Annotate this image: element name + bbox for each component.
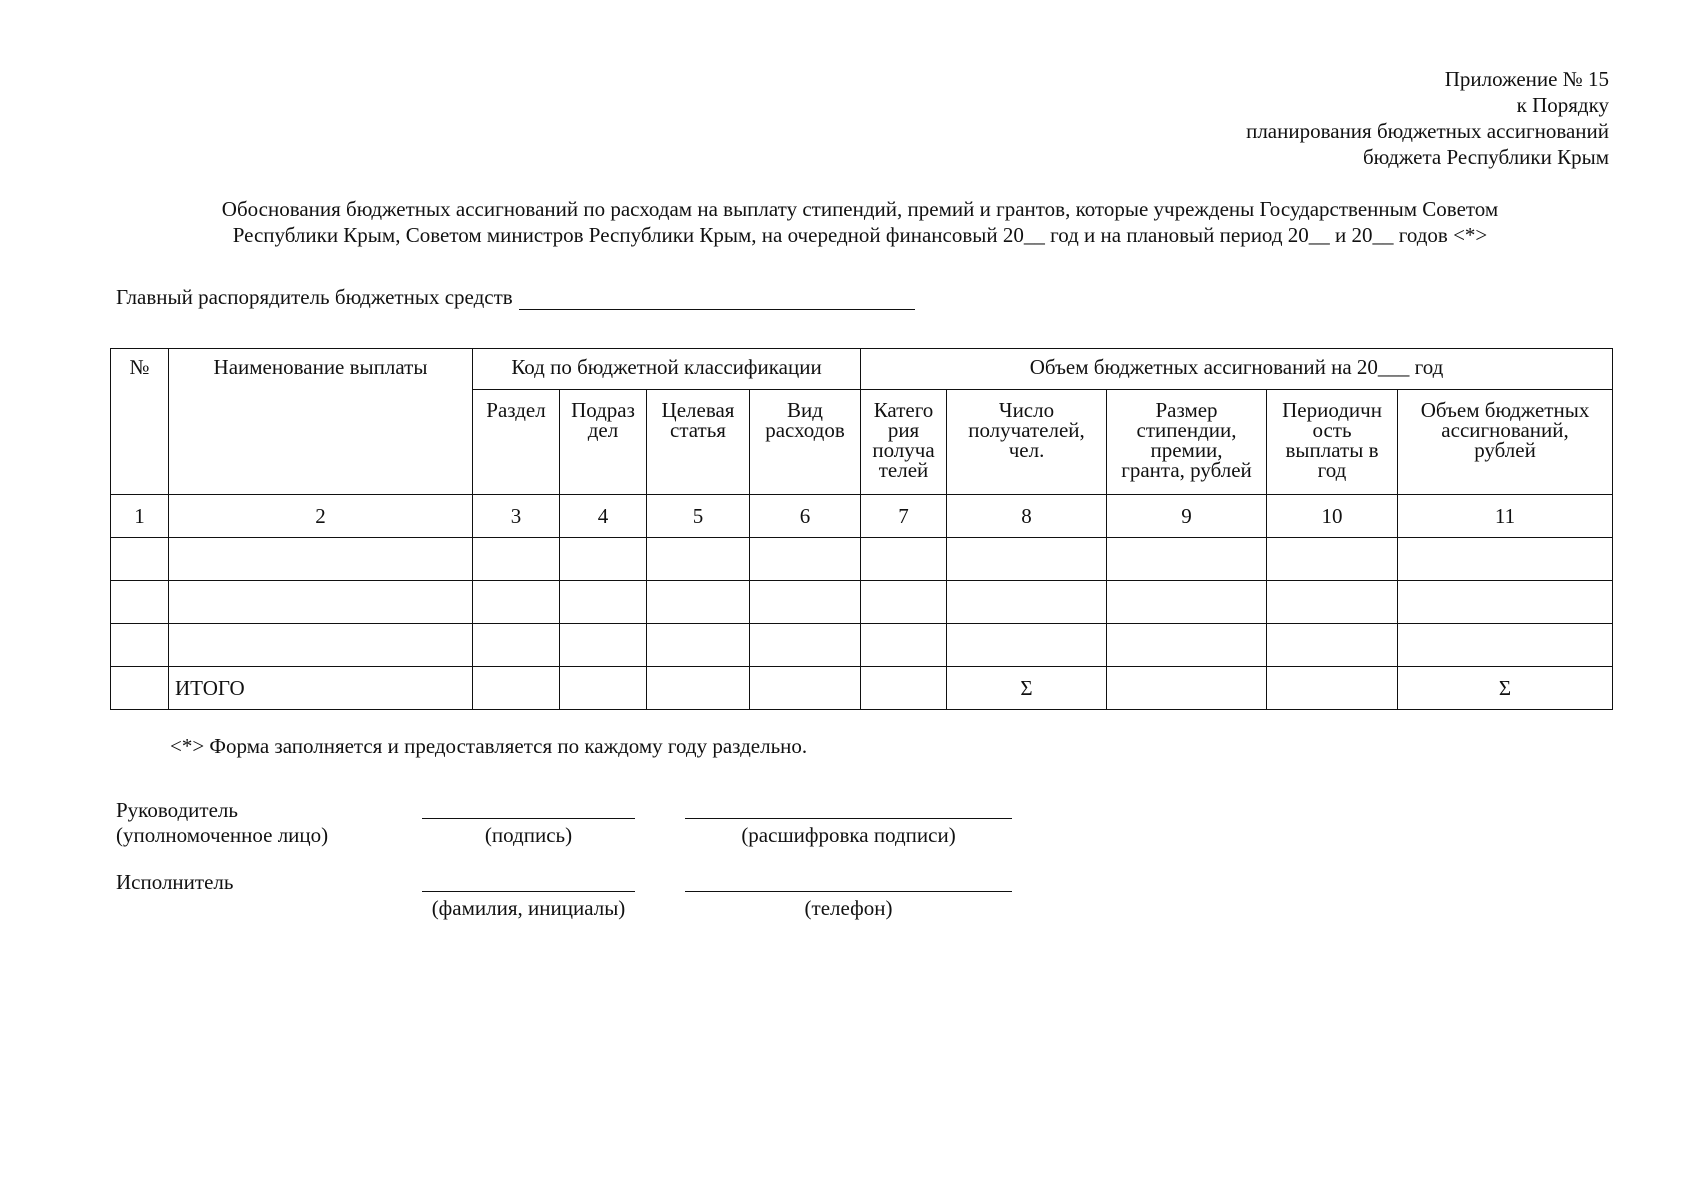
total-row xyxy=(111,667,1613,710)
signature-decoding-line[interactable] xyxy=(685,818,1012,819)
table-cell xyxy=(1107,667,1267,710)
table-cell[interactable] xyxy=(861,624,947,667)
table-cell xyxy=(861,667,947,710)
signature-line[interactable] xyxy=(422,818,635,819)
total-volume-sum: Σ xyxy=(1398,667,1613,710)
column-number: 5 xyxy=(647,495,750,538)
header-expense-type: Вид расходов xyxy=(750,390,861,495)
header-frequency: Периодичн ость выплаты в год xyxy=(1267,390,1398,495)
table-cell[interactable] xyxy=(473,624,560,667)
table-cell[interactable] xyxy=(1267,624,1398,667)
table-cell[interactable] xyxy=(750,624,861,667)
header-section: Раздел xyxy=(473,390,560,495)
table-cell xyxy=(1267,667,1398,710)
name-caption: (фамилия, инициалы) xyxy=(431,896,626,920)
header-volume-group: Объем бюджетных ассигнований на 20___ год xyxy=(861,349,1613,390)
head-label: Руководитель xyxy=(116,798,238,822)
header-no: № xyxy=(111,349,169,495)
table-row xyxy=(111,538,1613,581)
manager-blank-field[interactable] xyxy=(519,287,915,310)
total-recipients-sum: Σ xyxy=(947,667,1107,710)
table-cell[interactable] xyxy=(473,581,560,624)
header-volume: Объем бюджетных ассигнований, рублей xyxy=(1398,390,1613,495)
table-cell[interactable] xyxy=(947,624,1107,667)
head-label-sub: (уполномоченное лицо) xyxy=(116,823,329,847)
table-cell[interactable] xyxy=(750,581,861,624)
total-label: ИТОГО xyxy=(169,667,473,710)
appropriation-table xyxy=(110,348,1613,710)
table-cell[interactable] xyxy=(1267,538,1398,581)
header-amount: Размер стипендии, премии, гранта, рублей xyxy=(1107,390,1267,495)
header-name: Наименование выплаты xyxy=(169,349,473,495)
table-cell[interactable] xyxy=(169,624,473,667)
table-cell[interactable] xyxy=(560,624,647,667)
column-number: 8 xyxy=(947,495,1107,538)
executor-name-line[interactable] xyxy=(422,891,635,892)
signature-caption: (подпись) xyxy=(484,823,573,847)
table-cell[interactable] xyxy=(473,538,560,581)
table-cell[interactable] xyxy=(1398,581,1613,624)
executor-label: Исполнитель xyxy=(116,870,234,894)
column-number: 3 xyxy=(473,495,560,538)
column-number: 11 xyxy=(1398,495,1613,538)
column-numbers-row xyxy=(111,495,1613,538)
column-number: 2 xyxy=(169,495,473,538)
manager-label: Главный распорядитель бюджетных средств xyxy=(116,285,513,309)
table-cell[interactable] xyxy=(111,624,169,667)
annex-header xyxy=(1246,66,1609,170)
annex-line: Приложение № 15 xyxy=(1444,67,1609,91)
column-number: 4 xyxy=(560,495,647,538)
table-cell[interactable] xyxy=(169,538,473,581)
table-cell[interactable] xyxy=(947,538,1107,581)
footnote: <*> Форма заполняется и предоставляется по каждому году раздельно. xyxy=(170,734,808,758)
header-recipients: Число получателей, чел. xyxy=(947,390,1107,495)
header-category: Катего рия получа телей xyxy=(861,390,947,495)
title-line: Республики Крым, Советом министров Республики Крым, на очередной финансовый 20__ год и на плановый период 20__ и 20__ годов <*> xyxy=(232,223,1488,247)
table-cell[interactable] xyxy=(647,538,750,581)
table-cell[interactable] xyxy=(861,538,947,581)
header-target: Целевая статья xyxy=(647,390,750,495)
table-row xyxy=(111,581,1613,624)
annex-line: бюджета Республики Крым xyxy=(1362,145,1609,169)
column-number: 1 xyxy=(111,495,169,538)
table-cell[interactable] xyxy=(111,581,169,624)
table-cell xyxy=(647,667,750,710)
header-subsection: Подраз дел xyxy=(560,390,647,495)
table-cell[interactable] xyxy=(1107,581,1267,624)
decoding-caption: (расшифровка подписи) xyxy=(741,823,956,847)
table-cell[interactable] xyxy=(111,538,169,581)
table-cell[interactable] xyxy=(560,581,647,624)
column-number: 6 xyxy=(750,495,861,538)
table-cell[interactable] xyxy=(1398,624,1613,667)
table-cell[interactable] xyxy=(947,581,1107,624)
executor-phone-line[interactable] xyxy=(685,891,1012,892)
table-cell xyxy=(750,667,861,710)
column-number: 10 xyxy=(1267,495,1398,538)
table-cell[interactable] xyxy=(169,581,473,624)
document-title xyxy=(110,196,1610,248)
table-cell[interactable] xyxy=(1107,538,1267,581)
annex-line: планирования бюджетных ассигнований xyxy=(1246,119,1609,143)
column-number: 7 xyxy=(861,495,947,538)
column-number: 9 xyxy=(1107,495,1267,538)
manager-row xyxy=(116,285,915,310)
table-cell[interactable] xyxy=(647,624,750,667)
table-cell[interactable] xyxy=(1107,624,1267,667)
annex-line: к Порядку xyxy=(1516,93,1609,117)
table-cell[interactable] xyxy=(560,538,647,581)
table-cell xyxy=(473,667,560,710)
table-row xyxy=(111,624,1613,667)
table-cell[interactable] xyxy=(647,581,750,624)
title-line: Обоснования бюджетных ассигнований по расходам на выплату стипендий, премий и грантов, которые учреждены Государственным Советом xyxy=(221,197,1499,221)
table-cell[interactable] xyxy=(750,538,861,581)
table-cell[interactable] xyxy=(861,581,947,624)
table-cell[interactable] xyxy=(1398,538,1613,581)
table-cell xyxy=(111,667,169,710)
table-cell[interactable] xyxy=(1267,581,1398,624)
table-cell xyxy=(560,667,647,710)
phone-caption: (телефон) xyxy=(804,896,893,920)
header-code-group: Код по бюджетной классификации xyxy=(473,349,861,390)
